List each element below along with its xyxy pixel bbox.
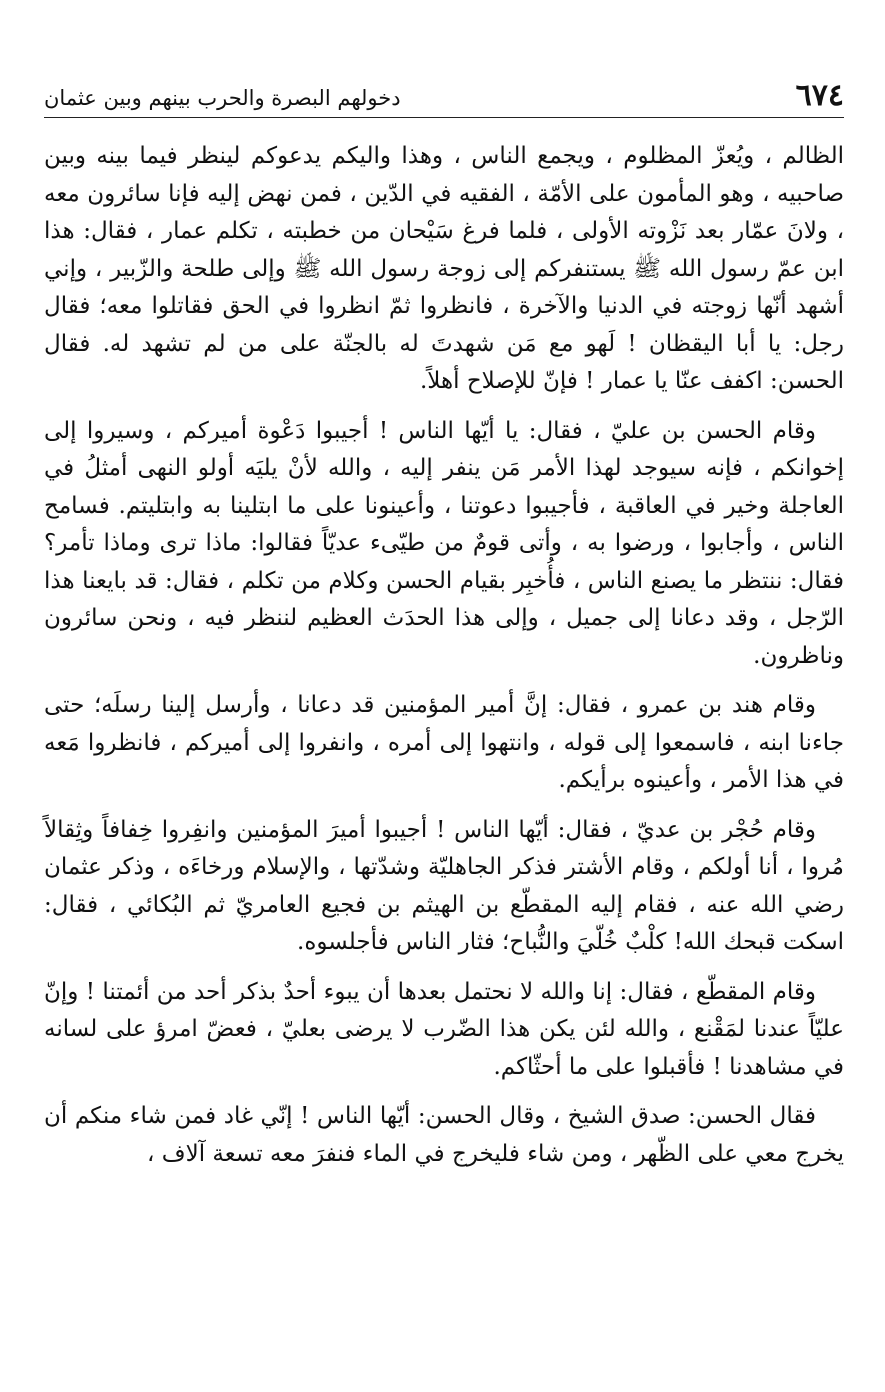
page-number: ٦٧٤ bbox=[795, 78, 844, 113]
paragraph-hind-speech: وقام هند بن عمرو ، فقال: إنَّ أمير المؤمنين قد دعانا ، وأرسل إلينا رسلَه؛ حتى جاءنا ابنه ، فاسمعوا إلى قوله ، وانتهوا إلى أمره ، وانفروا إلى أميركم ، فانظروا مَعه في هذا الأمر ، وأعينوه برأيكم. bbox=[44, 692, 844, 793]
paragraph-hasan-speech: وقام الحسن بن عليّ ، فقال: يا أيّها الناس ! أجيبوا دَعْوة أميركم ، وسيروا إلى إخوانكم ، فإنه سيوجد لهذا الأمر مَن ينفر إليه ، والله لأنْ يليَه أولو النهى أمثلُ في العاجلة وخير في العاقبة ، فأجيبوا دعوتنا ، وأعينونا على ما ابتلينا به وابتليتم. فسامح الناس ، وأجابوا ، ورضوا به ، وأتى قومٌ من طيّىء عديّاً فقالوا: ماذا ترى وماذا تأمر؟ فقال: ننتظر ما يصنع الناس ، فأُخبِر بقيام الحسن وكلام من تكلم ، فقال: قد بايعنا هذا الرّجل ، وقد دعانا إلى جميل ، وإلى هذا الحدَث العظيم لننظر فيه ، ونحن سائرون وناظرون. bbox=[44, 417, 844, 669]
running-title: دخولهم البصرة والحرب بينهم وبين عثمان bbox=[44, 86, 401, 110]
paragraph-hasan-departure: فقال الحسن: صدق الشيخ ، وقال الحسن: أيّها الناس ! إنّي غاد فمن شاء منكم أن يخرج معي على الظّهر ، ومن شاء فليخرج في الماء فنفرَ معه تسعة آلاف ، bbox=[44, 1103, 844, 1167]
paragraph-muqatta-speech: وقام المقطّع ، فقال: إنا والله لا نحتمل بعدها أن يبوء أحدٌ بذكر أحد من أئمتنا ! وإنّ عليّاً عندنا لمَقْنع ، والله لئن يكن هذا الضّرب لا يرضى بعليّ ، فعضّ امرؤ على لسانه في مشاهدنا ! فأقبلوا على ما أحثّاكم. bbox=[44, 978, 844, 1080]
page-header bbox=[44, 72, 844, 118]
paragraph-ammar-speech: الظالم ، ويُعزّ المظلوم ، ويجمع الناس ، وهذا واليكم يدعوكم لينظر فيما بينه وبين صاحبيه ، وهو المأمون على الأمّة ، الفقيه في الدّين ، فمن نهض إليه فإنا سائرون معه ، ولانَ عمّار بعد نَزْوته الأولى ، فلما فرغ سَيْحان من خطبته ، تكلم عمار ، فقال: هذا ابن عمّ رسول الله ﷺ يستنفركم إلى زوجة رسول الله ﷺ وإلى طلحة والزّبير ، وإني أشهد أنّها زوجته في الدنيا والآخرة ، فانظروا ثمّ انظروا في الحق فقاتلوا معه؛ فقال رجل: يا أبا اليقظان ! لَهو مع مَن شهدتَ له بالجنّة على من لم تشهد له. فقال الحسن: اكفف عنّا يا عمار ! فإنّ للإصلاح أهلاً. bbox=[44, 143, 844, 394]
paragraph-hujr-speech: وقام حُجْر بن عديّ ، فقال: أيّها الناس ! أجيبوا أميرَ المؤمنين وانفِروا خِفافاً وثِقالاً مُروا ، أنا أولكم ، وقام الأشتر فذكر الجاهليّة وشدّتها ، والإسلام ورخاءَه ، وذكر عثمان رضي الله عنه ، فقام إليه المقطّع بن الهيثم بن فجيع العامريّ ثم البُكائي ، فقال: اسكت قبحك الله! كلْبٌ خُلّيَ والنُّباح؛ فثار الناس فأجلسوه. bbox=[44, 816, 844, 955]
page-body bbox=[44, 138, 844, 1185]
